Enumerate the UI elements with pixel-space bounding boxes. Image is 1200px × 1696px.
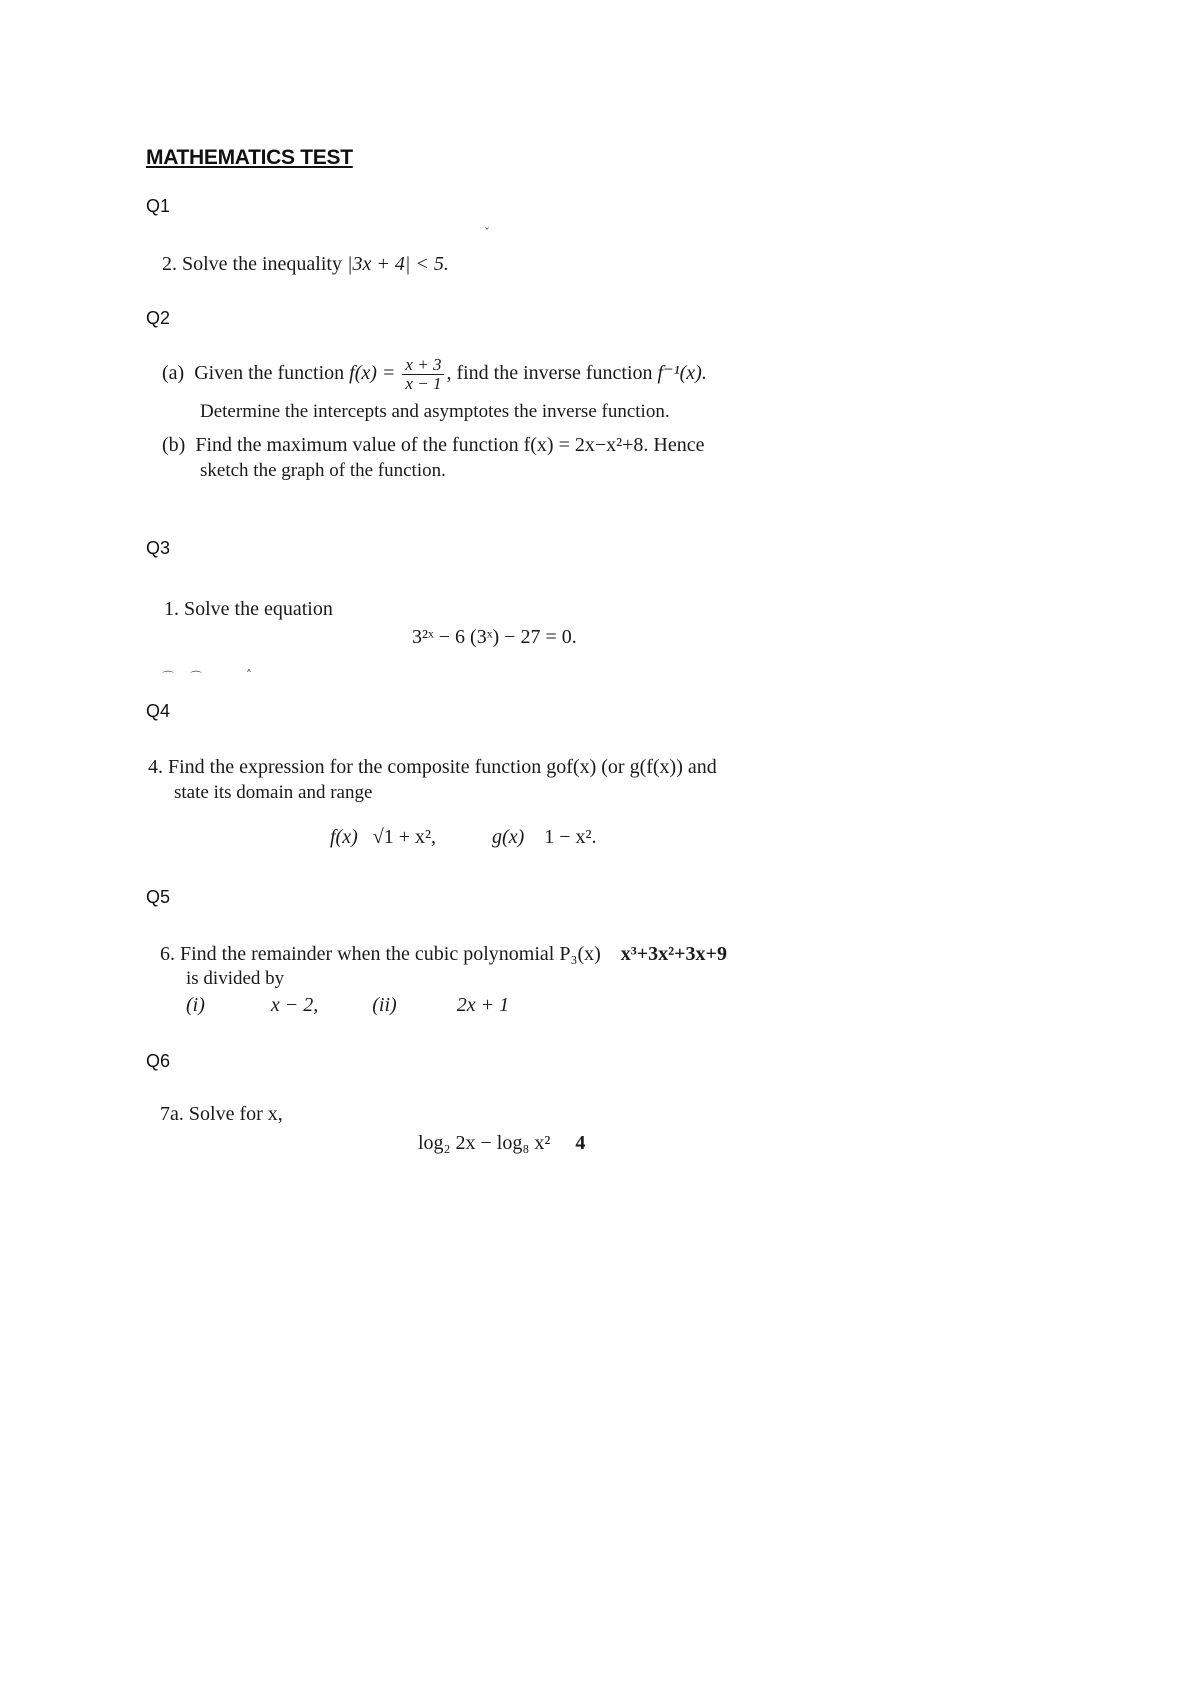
stray-mark-icon: ⌒ [162,670,175,684]
q4-f-label: f(x) [330,826,358,848]
document-title: MATHEMATICS TEST [146,146,353,169]
q5-i-expression: x − 2, [270,994,319,1016]
q2a-numerator: x + 3 [402,356,444,375]
stray-mark-icon: ˇ [484,226,490,240]
q4-line2: state its domain and range [174,782,373,803]
q5-number: 6. [160,943,175,965]
q1-number: 2. [162,253,177,275]
q4-line [148,756,717,779]
q2b-line [162,434,705,457]
q5-divisors [186,994,509,1017]
q2a-inverse: f⁻¹(x). [657,362,707,385]
q1-line [162,253,449,276]
q2a-line2: Determine the intercepts and asymptotes the inverse function. [200,401,670,422]
q4-functions [330,826,597,849]
question-label-q6: Q6 [146,1051,171,1071]
q5-line [160,943,727,966]
q3-text: Solve the equation [184,598,333,620]
q2b-text: Find the maximum value of the function f(x) = 2x−x²+8. Hence [195,434,705,456]
q6-text: Solve for x, [188,1103,283,1125]
question-label-q3: Q3 [146,538,171,558]
q2a-fraction [402,356,444,393]
q2a-text-cont: , find the inverse function [446,362,653,385]
q5-text: Find the remainder when the cubic polynomial P₃(x) [180,943,601,965]
q2a-line [162,356,707,393]
q2a-marker: (a) [162,362,185,385]
q3-number: 1. [164,598,179,620]
q3-equation: 3²ˣ − 6 (3ˣ) − 27 = 0. [412,626,577,648]
q5-line2: is divided by [186,968,285,989]
q6-number: 7a. [160,1103,184,1125]
q2b-marker: (b) [162,434,186,456]
question-label-q1: Q1 [146,196,171,216]
q1-expression: |3x + 4| < 5. [346,253,449,275]
stray-mark-icon: ˄ [246,668,252,682]
q6-expression: log₂ 2x − log₈ x² [418,1132,551,1154]
q4-g-label: g(x) [492,826,525,848]
q4-f-expression: √1 + x², [372,826,437,848]
q5-i-marker: (i) [186,994,205,1016]
q2b-line2: sketch the graph of the function. [200,460,446,481]
q5-polynomial: x³+3x²+3x+9 [620,943,727,965]
q5-ii-expression: 2x + 1 [456,994,510,1016]
q2a-denominator: x − 1 [405,374,442,393]
q1-text: Solve the inequality [182,253,342,275]
question-label-q2: Q2 [146,308,171,328]
q4-text: Find the expression for the composite function gof(x) (or g(f(x)) and [168,756,717,778]
stray-mark-icon: ⌒ [190,670,203,684]
q5-ii-marker: (ii) [372,994,397,1016]
question-label-q4: Q4 [146,701,171,721]
q2a-text: Given the function [194,362,345,385]
q6-line [160,1103,283,1126]
q4-g-expression: 1 − x². [544,826,597,848]
q4-number: 4. [148,756,163,778]
q6-equation [418,1132,585,1155]
question-label-q5: Q5 [146,887,171,907]
q2a-function-label: f(x) = [349,362,396,385]
q3-line [164,598,333,621]
q6-rhs: 4 [575,1132,586,1154]
